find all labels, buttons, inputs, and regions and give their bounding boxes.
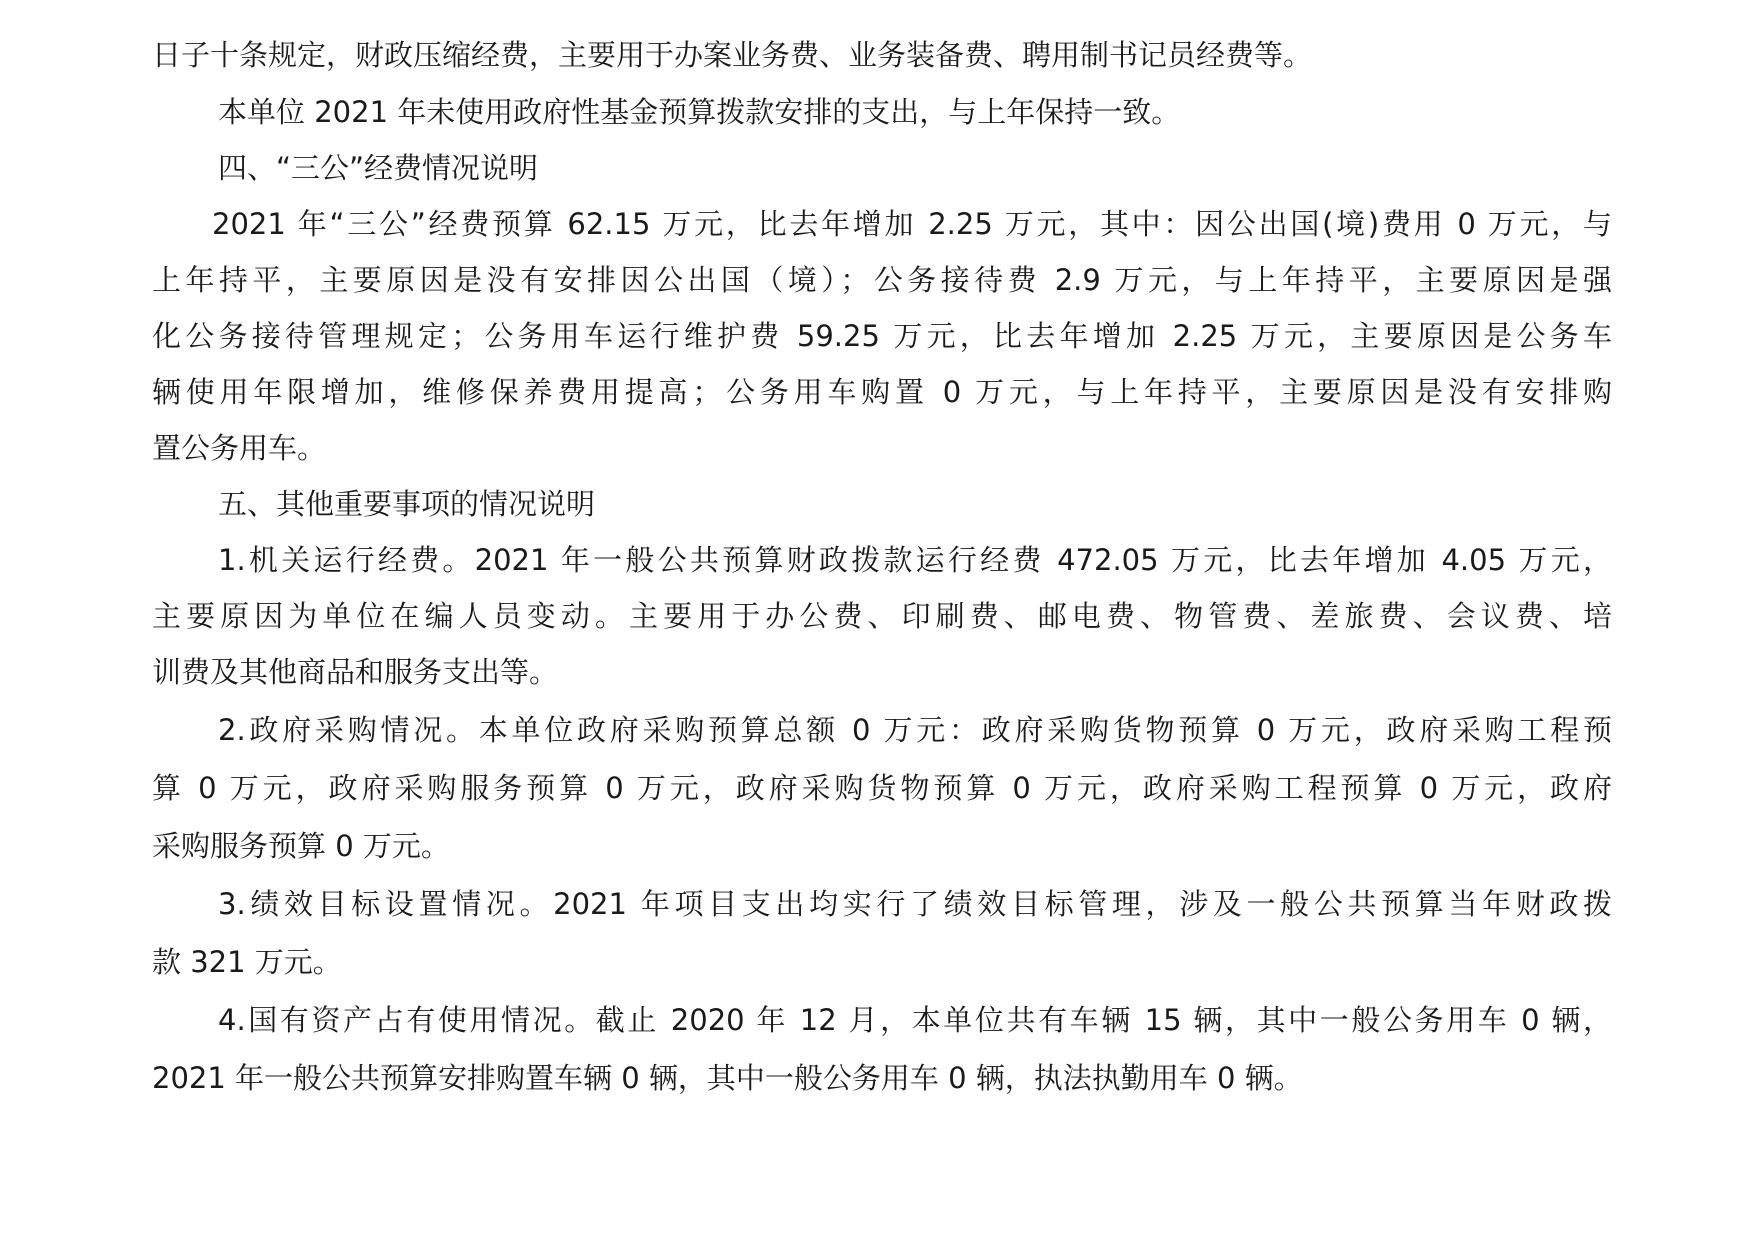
paragraph-line-18: 4.国有资产占有使用情况。截止 2020 年 12 月，本单位共有车辆 15 辆，其中一般公务用车 0 辆， <box>218 1003 1612 1037</box>
paragraph-line-4: 2021 年“三公”经费预算 62.15 万元，比去年增加 2.25 万元，其中：因公出国(境)费用 0 万元，与 <box>212 207 1612 241</box>
paragraph-line-14: 算 0 万元，政府采购服务预算 0 万元，政府采购货物预算 0 万元，政府采购工程预算 0 万元，政府 <box>152 771 1612 805</box>
paragraph-line-10: 1.机关运行经费。2021 年一般公共预算财政拨款运行经费 472.05 万元，比去年增加 4.05 万元， <box>218 543 1612 577</box>
paragraph-line-5: 上年持平，主要原因是没有安排因公出国（境）；公务接待费 2.9 万元，与上年持平，主要原因是强 <box>152 263 1612 297</box>
paragraph-line-11: 主要原因为单位在编人员变动。主要用于办公费、印刷费、邮电费、物管费、差旅费、会议费、培 <box>152 599 1612 633</box>
paragraph-line-2: 本单位 2021 年未使用政府性基金预算拨款安排的支出，与上年保持一致。 <box>218 95 1181 129</box>
section-heading-4: 四、“三公”经费情况说明 <box>218 151 539 185</box>
paragraph-line-19: 2021 年一般公共预算安排购置车辆 0 辆，其中一般公务用车 0 辆，执法执勤用车 0 辆。 <box>152 1061 1303 1095</box>
paragraph-line-8: 置公务用车。 <box>152 431 327 465</box>
paragraph-line-1: 日子十条规定，财政压缩经费，主要用于办案业务费、业务装备费、聘用制书记员经费等。 <box>152 38 1313 72</box>
paragraph-line-17: 款 321 万元。 <box>152 945 342 979</box>
paragraph-line-12: 训费及其他商品和服务支出等。 <box>152 655 559 689</box>
paragraph-line-15: 采购服务预算 0 万元。 <box>152 829 450 863</box>
section-heading-5: 五、其他重要事项的情况说明 <box>218 487 596 521</box>
paragraph-line-7: 辆使用年限增加，维修保养费用提高；公务用车购置 0 万元，与上年持平，主要原因是没有安排购 <box>152 375 1612 409</box>
paragraph-line-13: 2.政府采购情况。本单位政府采购预算总额 0 万元：政府采购货物预算 0 万元，政府采购工程预 <box>218 713 1612 747</box>
paragraph-line-16: 3.绩效目标设置情况。2021 年项目支出均实行了绩效目标管理，涉及一般公共预算当年财政拨 <box>218 887 1612 921</box>
paragraph-line-6: 化公务接待管理规定；公务用车运行维护费 59.25 万元，比去年增加 2.25 万元，主要原因是公务车 <box>152 319 1612 353</box>
